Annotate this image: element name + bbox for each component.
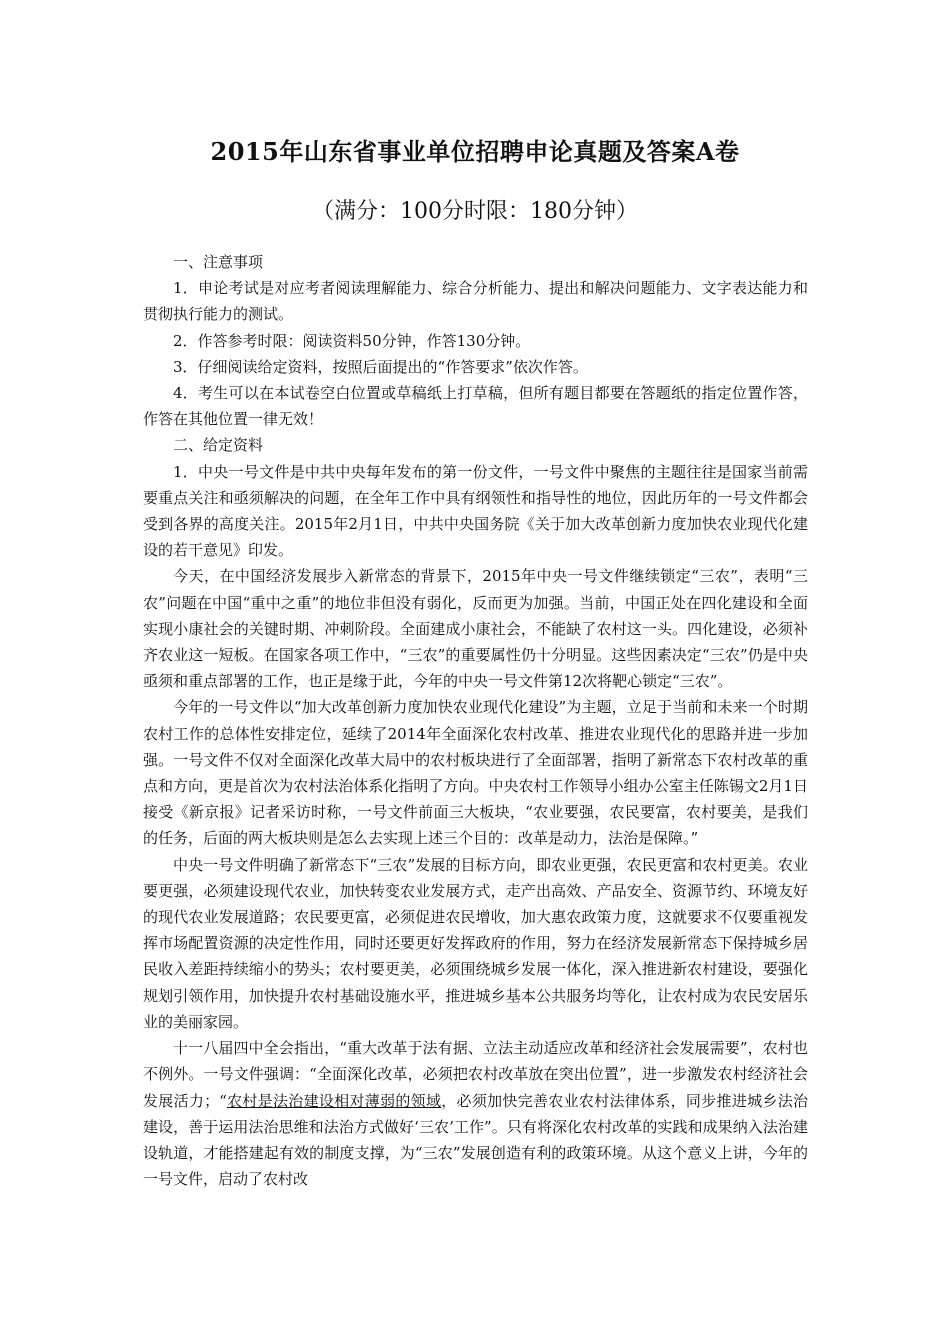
section-heading-materials: 二、给定资料 — [173, 436, 264, 455]
page-subtitle: （满分：100分时限：180分钟） — [312, 199, 638, 224]
page-title: 2015年山东省事业单位招聘申论真题及答案A卷 — [210, 137, 740, 166]
material-paragraph — [143, 1035, 808, 1192]
material-paragraph: 1．中央一号文件是中共中央每年发布的第一份文件，一号文件中聚焦的主题往往是国家当前需要重点关注和亟须解决的问题，在全年工作中具有纲领性和指导性的地位，因此历年的一号文件都会受到各界的高度关注。2015年2月1日，中共中央国务院《关于加大改革创新力度加快农业现代化建设的若干意见》印发。 — [143, 462, 808, 560]
notice-item: 4．考生可以在本试卷空白位置或草稿纸上打草稿，但所有题目都要在答题纸的指定位置作答，作答在其他位置一律无效！ — [143, 384, 808, 429]
paragraph-text: ，必须加快完善农业农村法律体系，同步推进城乡法治建设，善于运用法治思维和法治方式做好‘三农’工作”。只有将深化农村改革的实践和成果纳入法治建设轨道，才能搭建起有效的制度支撑，为“三农”发展创造有利的政策环境。从这个意义上讲，今年的一号文件，启动了农村改 — [143, 1091, 808, 1189]
material-paragraph: 今年的一号文件以“加大改革创新力度加快农业现代化建设”为主题，立足于当前和未来一个时期农村工作的总体性安排定位，延续了2014年全面深化农村改革、推进农业现代化的思路并进一步加强。一号文件不仅对全面深化改革大局中的农村板块进行了全面部署，指明了新常态下农村改革的重点和方向，更是首次为农村法治体系化指明了方向。中央农村工作领导小组办公室主任陈锡文2月1日接受《新京报》记者采访时称，一号文件前面三大板块，“农业要强，农民要富，农村要美，是我们的任务，后面的两大板块则是怎么去实现上述三个目的：改革是动力，法治是保障。” — [143, 698, 808, 848]
notice-item: 2．作答参考时限：阅读资料50分钟，作答130分钟。 — [173, 331, 531, 350]
underlined-phrase: 农村是法治建设相对薄弱的领域 — [226, 1091, 442, 1110]
paragraph-text: 十一八届四中全会指出，“重大改革于法有据、立法主动适应改革和经济社会发展需要”，农村也不例外。一号文件强调：“全面深化改革，必须把农村改革放在突出位置”，进一步激发农村经济社会发展活力；“ — [143, 1039, 808, 1110]
notice-item: 3．仔细阅读给定资料，按照后面提出的“作答要求”依次作答。 — [173, 357, 588, 376]
material-paragraph: 今天，在中国经济发展步入新常态的背景下，2015年中央一号文件继续锁定“三农”，表明“三农”问题在中国“重中之重”的地位非但没有弱化，反而更为加强。当前，中国正处在四化建设和全面实现小康社会的关键时期、冲刺阶段。全面建成小康社会，不能缺了农村这一头。四化建设，必须补齐农业这一短板。在国家各项工作中，“三农”的重要属性仍十分明显。这些因素决定“三农”仍是中央亟须和重点部署的工作，也正是缘于此，今年的中央一号文件第12次将靶心锁定“三农”。 — [143, 567, 808, 691]
notice-item: 1．申论考试是对应考者阅读理解能力、综合分析能力、提出和解决问题能力、文字表达能力和贯彻执行能力的测试。 — [143, 279, 808, 324]
material-paragraph: 中央一号文件明确了新常态下“三农”发展的目标方向，即农业更强，农民更富和农村更美。农业要更强，必须建设现代农业，加快转变农业发展方式，走产出高效、产品安全、资源节约、环境友好的现代农业发展道路；农民要更富，必须促进农民增收，加大惠农政策力度，这就要求不仅要重视发挥市场配置资源的决定性作用，同时还要更好发挥政府的作用，努力在经济发展新常态下保持城乡居民收入差距持续缩小的势头；农村要更美，必须围绕城乡发展一体化，深入推进新农村建设，要强化规划引领作用，加快提升农村基础设施水平，推进城乡基本公共服务均等化，让农村成为农民安居乐业的美丽家园。 — [143, 855, 808, 1031]
section-heading-notice: 一、注意事项 — [173, 253, 264, 271]
document-body — [143, 249, 808, 1192]
